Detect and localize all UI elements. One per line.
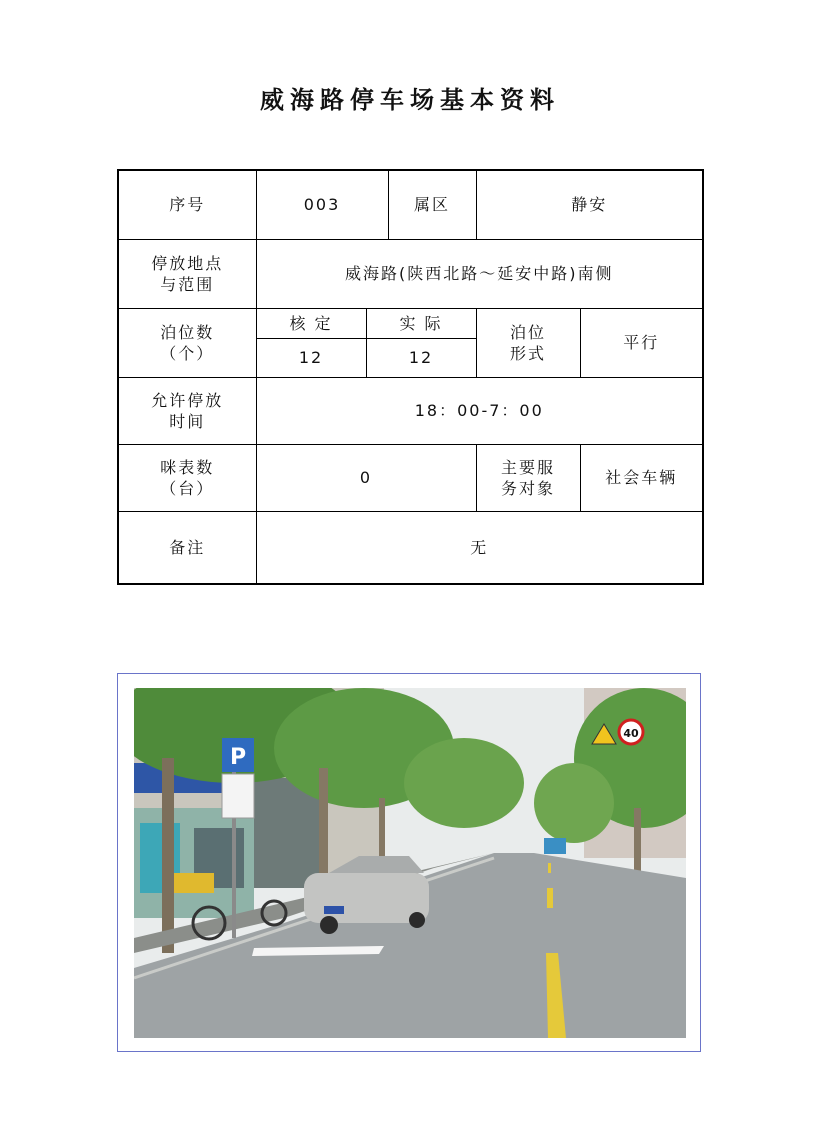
- service-label: 主要服 务对象: [476, 444, 580, 511]
- approved-value: 12: [256, 338, 366, 377]
- actual-value: 12: [366, 338, 476, 377]
- serial-label: 序号: [118, 170, 256, 239]
- hours-label: 允许停放 时间: [118, 377, 256, 444]
- meters-value: 0: [256, 444, 476, 511]
- center-line-dash: [547, 888, 553, 908]
- form-label: 泊位 形式: [476, 308, 580, 377]
- form-value: 平行: [580, 308, 703, 377]
- speed-limit-value: 40: [623, 727, 639, 740]
- meters-label: 咪表数 （台）: [118, 444, 256, 511]
- page-title: 威海路停车场基本资料: [260, 86, 560, 114]
- district-value: 静安: [476, 170, 703, 239]
- parking-info-table: [117, 169, 704, 585]
- car-wheel: [409, 912, 425, 928]
- district-label: 属区: [388, 170, 476, 239]
- tree-canopy: [404, 738, 524, 828]
- car-wheel: [320, 916, 338, 934]
- hours-value: 18：00-7：00: [256, 377, 703, 444]
- remarks-value: 无: [256, 511, 703, 584]
- parking-info-board: [222, 774, 254, 818]
- distant-bus: [544, 838, 566, 854]
- approved-label: 核 定: [256, 308, 366, 338]
- location-value: 威海路(陕西北路～延安中路)南侧: [256, 239, 703, 308]
- car-plate: [324, 906, 344, 914]
- delivery-box: [174, 873, 214, 893]
- tree-canopy: [534, 763, 614, 843]
- serial-value: 003: [256, 170, 388, 239]
- parked-car: [304, 873, 429, 923]
- actual-label: 实 际: [366, 308, 476, 338]
- street-photo: [134, 688, 686, 1038]
- center-line-dash: [548, 863, 551, 873]
- spaces-label: 泊位数 （个）: [118, 308, 256, 377]
- remarks-label: 备注: [118, 511, 256, 584]
- location-label: 停放地点 与范围: [118, 239, 256, 308]
- street-photo-frame: [117, 673, 701, 1052]
- tree-trunk: [162, 758, 174, 953]
- parking-sign-letter: P: [230, 745, 247, 770]
- service-value: 社会车辆: [580, 444, 703, 511]
